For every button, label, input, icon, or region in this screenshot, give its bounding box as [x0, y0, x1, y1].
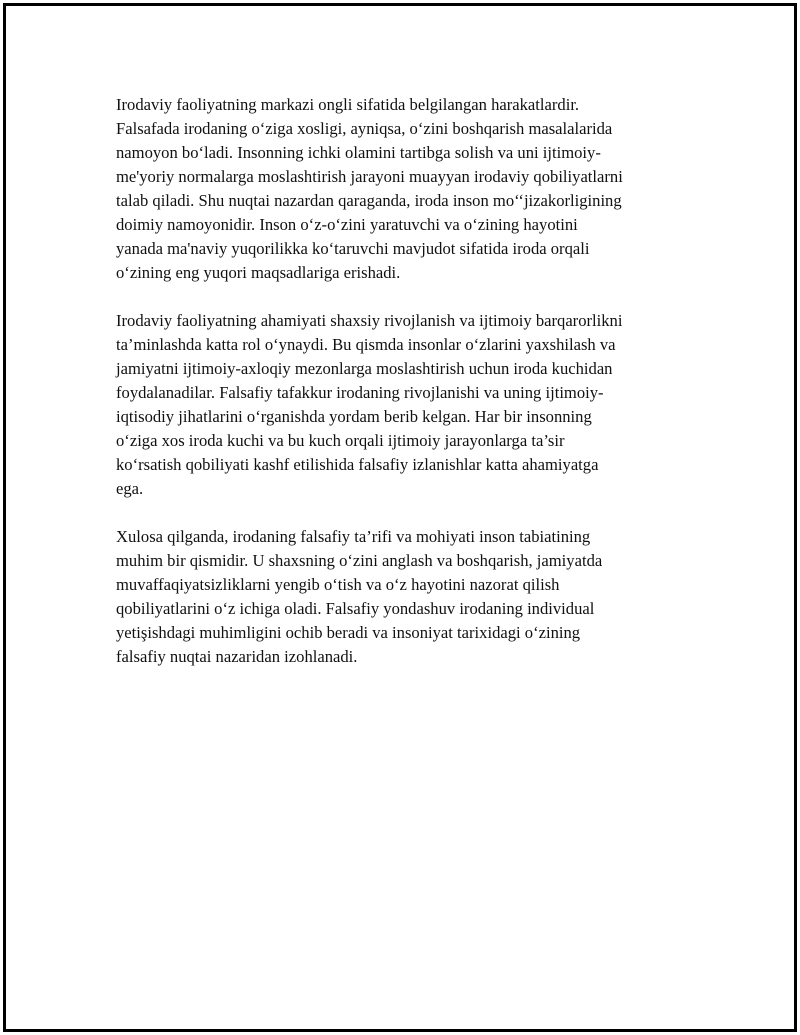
paragraph-3	[116, 525, 676, 669]
text-line: muvaffaqiyatsizliklarni yengib o‘tish va o‘z hayotini nazorat qilish	[116, 575, 560, 594]
text-line: falsafiy nuqtai nazaridan izohlanadi.	[116, 647, 358, 666]
text-line: o‘ziga xos iroda kuchi va bu kuch orqali ijtimoiy jarayonlarga ta’sir	[116, 431, 565, 450]
text-line: yanada ma'naviy yuqorilikka ko‘taruvchi mavjudot sifatida iroda orqali	[116, 239, 590, 258]
text-line: iqtisodiy jihatlarini o‘rganishda yordam berib kelgan. Har bir insonning	[116, 407, 592, 426]
text-line: Falsafada irodaning o‘ziga xosligi, ayniqsa, o‘zini boshqarish masalalarida	[116, 119, 613, 138]
document-body	[116, 93, 676, 693]
text-line: namoyon bo‘ladi. Insonning ichki olamini tartibga solish va uni ijtimoiy-	[116, 143, 601, 162]
text-line: yetişishdagi muhimligini ochib beradi va insoniyat tarixidagi o‘zining	[116, 623, 581, 642]
text-line: ta’minlashda katta rol o‘ynaydi. Bu qismda insonlar o‘zlarini yaxshilash va	[116, 335, 616, 354]
text-line: jamiyatni ijtimoiy-axloqiy mezonlarga moslashtirish uchun iroda kuchidan	[116, 359, 613, 378]
text-line: muhim bir qismidir. U shaxsning o‘zini anglash va boshqarish, jamiyatda	[116, 551, 603, 570]
text-line: qobiliyatlarini o‘z ichiga oladi. Falsafiy yondashuv irodaning individual	[116, 599, 595, 618]
text-line: talab qiladi. Shu nuqtai nazardan qaraganda, iroda inson mo‘‘jizakorligining	[116, 191, 622, 210]
text-line: me'yoriy normalarga moslashtirish jarayoni muayyan irodaviy qobiliyatlarni	[116, 167, 623, 186]
text-line: o‘zining eng yuqori maqsadlariga erishadi.	[116, 263, 401, 282]
text-line: foydalanadilar. Falsafiy tafakkur irodaning rivojlanishi va uning ijtimoiy-	[116, 383, 604, 402]
text-line: Irodaviy faoliyatning markazi ongli sifatida belgilangan harakatlardir.	[116, 95, 580, 114]
paragraph-1	[116, 93, 676, 285]
text-line: ega.	[116, 479, 144, 498]
text-line: Irodaviy faoliyatning ahamiyati shaxsiy rivojlanish va ijtimoiy barqarorlikni	[116, 311, 623, 330]
text-line: ko‘rsatish qobiliyati kashf etilishida falsafiy izlanishlar katta ahamiyatga	[116, 455, 599, 474]
text-line: doimiy namoyonidir. Inson o‘z-o‘zini yaratuvchi va o‘zining hayotini	[116, 215, 578, 234]
text-line: Xulosa qilganda, irodaning falsafiy ta’rifi va mohiyati inson tabiatining	[116, 527, 591, 546]
paragraph-2	[116, 309, 676, 501]
